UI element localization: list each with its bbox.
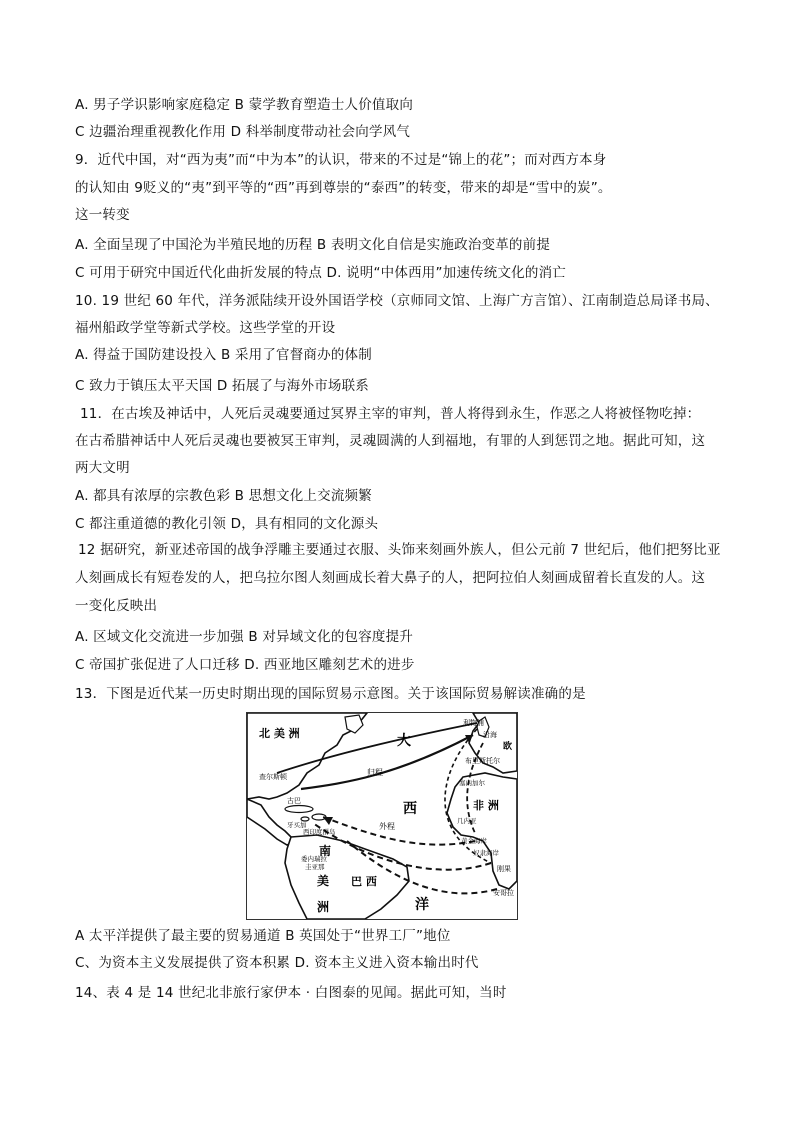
q12-stem-line-2: 人刻画成长有短卷发的人，把乌拉尔图人刻画成长着大鼻子的人，把阿拉伯人刻画成留着长直发的人。这 bbox=[75, 570, 706, 586]
map-label-da: 大 bbox=[397, 733, 411, 749]
south-america-landmass bbox=[285, 835, 409, 919]
map-label-cuba: 古巴 bbox=[287, 797, 301, 805]
map-label-charleston: 查尔斯顿 bbox=[259, 773, 287, 781]
map-label-slave-coast: 奴隶海岸 bbox=[473, 849, 499, 857]
trade-map bbox=[247, 713, 517, 919]
q13-stem: 13．下图是近代某一历史时期出现的国际贸易示意图。关于该国际贸易解读准确的是 bbox=[75, 686, 586, 702]
trade-map-figure bbox=[246, 712, 518, 920]
q9-stem-line-2: 的认知由 9贬义的“夷”到平等的“西”再到尊崇的“泰西”的转变，带来的却是“雪中的炭”。 bbox=[75, 180, 612, 196]
map-label-angola: 安哥拉 bbox=[493, 889, 514, 897]
q12-stem-line-1: 12 据研究，新亚述帝国的战争浮雕主要通过衣服、头饰来刻画外族人，但公元前 7 世纪后，他们把努比亚 bbox=[78, 542, 721, 558]
q9-option-cd: C 可用于研究中国近代化曲折发展的特点 D. 说明“中体西用”加速传统文化的消亡 bbox=[75, 265, 566, 281]
q9-stem-line-1: 9．近代中国，对“西为夷”而“中为本”的认识，带来的不过是“锦上的花”；而对西方本身 bbox=[75, 152, 607, 168]
map-label-senegal: 塞内加尔 bbox=[459, 779, 485, 787]
q13-option-ab: A 太平洋提供了最主要的贸易通道 B 英国处于“世界工厂”地位 bbox=[75, 928, 451, 944]
q10-stem-line-1: 10. 19 世纪 60 年代，洋务派陆续开设外国语学校（京师同文馆、上海广方言馆）、江南制造总局译书局、 bbox=[75, 293, 719, 309]
q10-option-ab: A. 得益于国防建设投入 B 采用了官督商办的体制 bbox=[75, 347, 372, 363]
q8-option-ab: A. 男子学识影响家庭稳定 B 蒙学教育塑造士人价值取向 bbox=[75, 97, 414, 113]
q10-stem-line-2: 福州船政学堂等新式学校。这些学堂的开设 bbox=[75, 320, 336, 336]
map-label-liverpool: 利物浦 bbox=[463, 719, 484, 727]
map-label-europe-short: 欧 bbox=[503, 742, 513, 752]
q8-option-cd: C 边疆治理重视教化作用 D 科举制度带动社会向学风气 bbox=[75, 124, 411, 140]
map-label-africa: 非 洲 bbox=[473, 799, 499, 812]
q11-stem-line-3: 两大文明 bbox=[75, 460, 130, 476]
q11-stem-line-2: 在古希腊神话中人死后灵魂也要被冥王审判，灵魂圆满的人到福地，有罪的人到惩罚之地。据此可知，这 bbox=[75, 433, 706, 449]
map-label-guinea: 几内亚 bbox=[457, 817, 477, 825]
q13-option-cd: C、为资本主义发展提供了资本积累 D. 资本主义进入资本输出时代 bbox=[75, 955, 479, 971]
map-label-venezuela: 委内瑞拉 bbox=[301, 855, 327, 863]
map-label-jamaica: 牙买加 bbox=[287, 821, 307, 829]
map-label-congo: 刚果 bbox=[497, 865, 511, 873]
map-label-america: 美 bbox=[317, 874, 330, 888]
q14-stem: 14、表 4 是 14 世纪北非旅行家伊本 · 白图泰的见闻。据此可知，当时 bbox=[75, 985, 507, 1001]
map-label-outbound: 外程 bbox=[379, 822, 395, 831]
q12-option-ab: A. 区域文化交流进一步加强 B 对异域文化的包容度提升 bbox=[75, 629, 414, 645]
q12-option-cd: C 帝国扩张促进了人口迁移 D. 西亚地区雕刻艺术的进步 bbox=[75, 657, 415, 673]
map-label-guiana: 圭亚那 bbox=[305, 863, 325, 871]
q9-stem-line-3: 这一转变 bbox=[75, 207, 130, 223]
cuba-island bbox=[285, 806, 313, 813]
q11-option-ab: A. 都具有浓厚的宗教色彩 B 思想文化上交流频繁 bbox=[75, 488, 372, 504]
map-label-west-indies: 西印度群岛 bbox=[303, 828, 336, 836]
q10-option-cd: C 致力于镇压太平天国 D 拓展了与海外市场联系 bbox=[75, 378, 369, 394]
map-label-gold-coast: 黄金海岸 bbox=[461, 837, 487, 845]
map-label-xi: 西 bbox=[403, 801, 417, 817]
map-label-maritime: 沿海 bbox=[483, 731, 497, 739]
q9-option-ab: A. 全面呈现了中国沦为半殖民地的历程 B 表明文化自信是实施政治变革的前提 bbox=[75, 237, 551, 253]
map-label-bristol: 布里斯托尔 bbox=[465, 757, 500, 765]
map-label-yang: 洋 bbox=[415, 897, 429, 913]
q12-stem-line-3: 一变化反映出 bbox=[75, 598, 158, 614]
map-label-north-america: 北 美 洲 bbox=[259, 727, 300, 740]
map-label-return: 归程 bbox=[367, 768, 383, 777]
q11-option-cd: C 都注重道德的教化引领 D，具有相同的文化源头 bbox=[75, 516, 379, 532]
map-label-south: 南 bbox=[319, 844, 332, 858]
arrow-head-caribbean bbox=[323, 817, 333, 825]
q11-stem-line-1: 11．在古埃及神话中，人死后灵魂要通过冥界主宰的审判，普人将得到永生，作恶之人将被怪物吃掉： bbox=[80, 406, 701, 422]
map-label-zhou: 洲 bbox=[317, 900, 330, 914]
map-label-brazil: 巴 西 bbox=[351, 875, 377, 888]
